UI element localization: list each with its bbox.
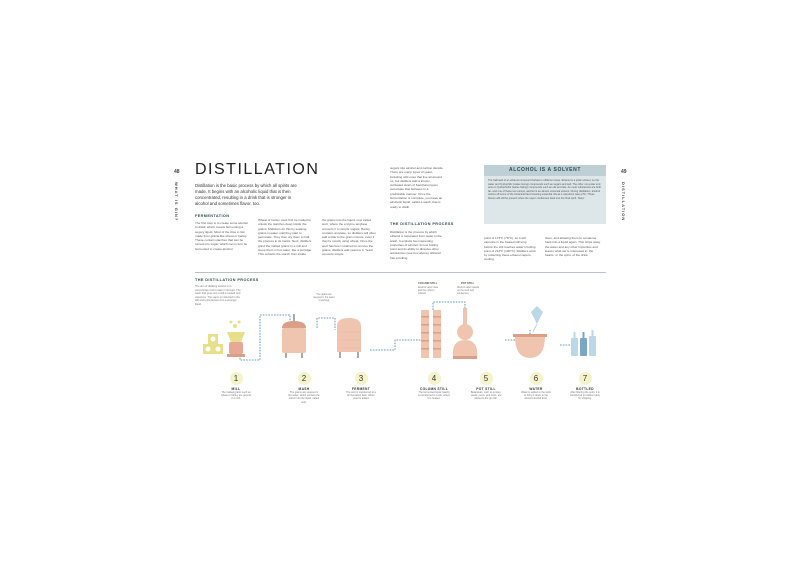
step-4 (418, 372, 450, 401)
distillation-diagram (165, 300, 615, 366)
book-spread (165, 160, 627, 420)
step-description: After filtering the spirit, it is transferred to bottles ready for shipping. (570, 391, 600, 401)
fermentation-heading: FERMENTATION (195, 214, 230, 218)
fermentation-col-2: Wheat or barley must first be malted to unlock the starches deep inside the grains. Maltsters do this by soaking grains in water until they start to germinate. They then dry them to halt the process in its tracks. Next, distillers grind the malted grains in a mill and steep them in hot water, like a porridge. This extracts the starch from inside (258, 218, 312, 257)
step-3 (345, 372, 377, 401)
step-description: Water is added to the spirit to bring it down to the desired alcohol level. (521, 391, 551, 401)
column-still-icon (421, 310, 441, 358)
step-description: The grains are steeped in hot water, which extracts the starch into the liquid, called wort. (288, 391, 320, 404)
step-description: The fermented liquid (wash) is transferred to a still, where it is heated. (418, 391, 450, 401)
step-number: 4 (428, 372, 441, 385)
sidebar-text: The hallmark of an ethanol compound behave in different ways. Ethanol is a polar solvent, so the water and hydrophilic (water-loving) compounds such as sugars and salt. The other non-polar end acts on hydrophobic (water-hating) compounds such as oils and fats. As most substances are both fat- and one of these two camps, alcohol is an almost universal solvent. During distillation, alcohol carries off some of the botanical flavor-bearing essential oils as it vaporizes (see p70). Those flavors will still be present when the vapor condenses back into the final spirit. Tasty! (488, 179, 602, 200)
diagram-intro: The aim of distilling alcohol is to concentrate it and make it stronger. The wash that goes into a still is heated and vaporizes. The vapor is collected in the still and recondenses into a stronger liquid. (195, 285, 241, 306)
step-number: 5 (480, 372, 493, 385)
fermentation-col-4: sugars into alcohol and carbon dioxide. There are many types of yeast, including wild ones that live all around us, but distillers add a known, cultivated strain of Saccharomyces cerevisiae that behaves in a predictable manner. Once the fermentation is complete, you have an alcoholic liquid, called a wash, that is ready to distill. (390, 166, 444, 209)
step-5 (470, 372, 502, 401)
step-6 (520, 372, 552, 401)
sidebar-title: ALCOHOL IS A SOLVENT (484, 165, 606, 176)
solvent-sidebar (484, 165, 606, 224)
mash-tun-icon (282, 314, 306, 358)
step-label: BOTTLED (576, 387, 594, 391)
mill-icon (227, 321, 245, 358)
water-vessel-icon (513, 306, 547, 358)
step-7 (569, 372, 601, 401)
step-label: POT STILL (476, 387, 496, 391)
fermentation-col-1: The first step is to create some alcohol to distill, which means fermenting a sugary liquid. Most of the time in Gin made from grains like wheat or barley. These contain starches that can be turned into sugar, which can in turn be fermented to create alcohol. (195, 221, 248, 251)
step-label: MASH (298, 387, 310, 391)
page-number-right: 49 (621, 169, 627, 175)
pot-still-callout-text: Alcohol vapor travels up the neck and condenses (457, 286, 480, 296)
pot-still-callout-heading: POT STILL (461, 282, 475, 285)
step-label: COLUMN STILL (419, 387, 449, 391)
mash-callout: The grains are steeped in hot water (mashing) (313, 293, 335, 303)
step-1 (220, 372, 252, 401)
step-description: The wort is transferred to a fermentation tank, where yeast is added. (346, 391, 376, 401)
page-number-left: 48 (174, 169, 180, 175)
column-still-callout-heading: COLUMN STILL (418, 282, 438, 285)
fermentation-col-3: the grains into the liquid, now called wort, where the enzyme amylase converts it to simple sugars. Barley contains amylase, so distillers will often add a little to the grain mixture, even if they're mostly using wheat. Once the wort has been strained to remove the grains, distillers add yeast to it. Yeast converts simple (322, 218, 376, 257)
step-label: MILL (231, 387, 241, 391)
pipe-ferment-column (370, 340, 425, 350)
diagram-heading: THE DISTILLATION PROCESS (195, 278, 259, 282)
step-number: 3 (355, 372, 368, 385)
step-description: Botanicals, such as juniper, seeds, peels, and roots, are added to the gin still. (470, 391, 502, 401)
step-number: 1 (230, 372, 243, 385)
process-text-col-2: point of 173°F (78°C), so it will vaporize in the heated still long before the still reaches water's boiling point of 212°F (100°C). Distillers work by collecting these ethanol vapors, cooling (484, 236, 536, 262)
pot-still-icon (453, 308, 478, 359)
step-label: WATER (529, 387, 543, 391)
bottles-icon (571, 330, 596, 356)
grain-sacks-icon (203, 334, 223, 354)
page-title: DISTILLATION (195, 161, 320, 178)
step-number: 2 (298, 372, 311, 385)
step-description: The malted grains such as wheat or barley are ground in a mill. (221, 391, 251, 401)
step-2 (288, 372, 320, 404)
step-number: 6 (530, 372, 543, 385)
intro-text: Distillation is the basic process by which all spirits are made. It begins with an alcoholic liquid that is then concentrated, resulting in a drink that is stronger in alcohol and sometimes flavor, too. (195, 183, 297, 206)
process-text-heading: THE DISTILLATION PROCESS (390, 222, 454, 226)
step-number: 7 (579, 372, 592, 385)
pipe-mash-ferment (317, 318, 335, 330)
step-label: FERMENT (351, 387, 371, 391)
section-divider (195, 272, 606, 273)
process-text-col-1: Distillation is the process by which ethanol is separated from water in the wash. It exploits two interesting properties of alcohol: its low boiling point and its ability to dissolve other substances (see box above). Ethanol has a boiling (390, 230, 442, 260)
column-still-callout-text: Alcohol vapor rises and the column collects (418, 286, 439, 296)
running-head-right: DISTILLATION (621, 182, 626, 222)
process-text-col-3: them, and allowing them to condense back into a liquid again. This strips away the water and any other impurities and leaves what we're interested in: the hearts, or the spirit, of the drink. (545, 236, 601, 258)
running-head-left: WHAT IS GIN? (174, 182, 179, 222)
fermenter-icon (337, 318, 361, 358)
